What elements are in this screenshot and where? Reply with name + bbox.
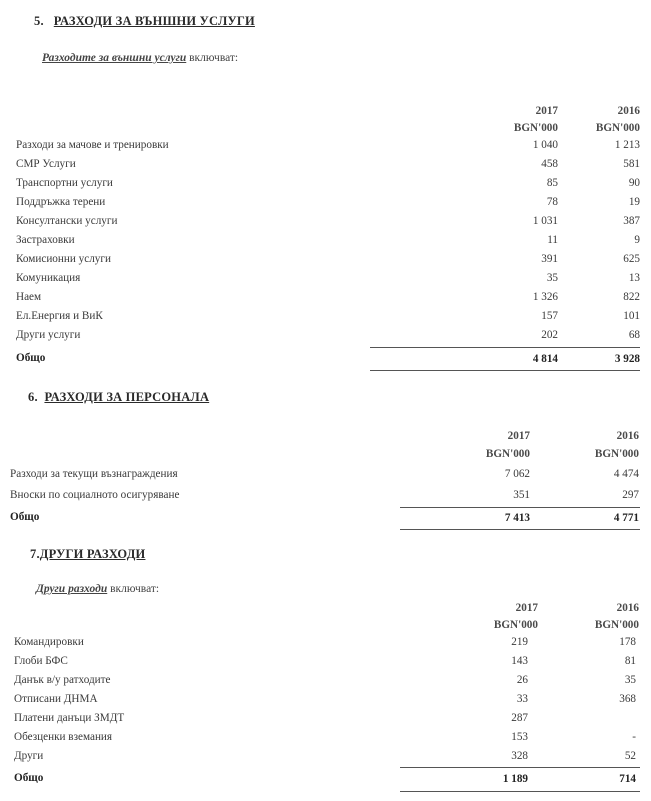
table-cell-2017: 351 <box>513 489 530 501</box>
table-cell-2017: 33 <box>516 693 528 705</box>
table-cell-2016: 90 <box>628 177 640 189</box>
table-cell-2016: 1 213 <box>614 139 640 151</box>
table-cell-2016: 297 <box>622 489 639 501</box>
table-cell-2017: 153 <box>511 731 528 743</box>
table-cell-2016: 625 <box>623 253 640 265</box>
total-2017: 7 413 <box>504 512 530 524</box>
s7-col-2017-unit: BGN'000 <box>493 619 538 631</box>
total-top-rule <box>400 767 640 768</box>
table-row-label: Други <box>14 750 44 762</box>
table-cell-2017: 1 040 <box>532 139 558 151</box>
s7-col-2017-year: 2017 <box>515 602 538 614</box>
table-row-label: Други услуги <box>16 329 81 341</box>
table-cell-2017: 202 <box>541 329 558 341</box>
section-5-heading <box>34 14 255 29</box>
section-title: ДРУГИ РАЗХОДИ <box>39 547 146 561</box>
table-row-label: Обезценки вземания <box>14 731 113 743</box>
intro-emphasis: Разходите за външни услуги <box>42 52 187 64</box>
table-row-label: СМР Услуги <box>16 158 76 170</box>
table-row-label: Транспортни услуги <box>16 177 113 189</box>
table-cell-2016: 81 <box>624 655 636 667</box>
table-cell-2017: 157 <box>541 310 558 322</box>
table-row-label: Комисионни услуги <box>16 253 111 265</box>
table-cell-2016: 178 <box>619 636 636 648</box>
total-label: Общо <box>16 352 46 364</box>
table-cell-2016: - <box>632 731 636 743</box>
table-cell-2016: 581 <box>623 158 640 170</box>
total-bottom-rule <box>400 529 640 530</box>
table-row-label: Платени данъци ЗМДТ <box>14 712 125 724</box>
table-row-label: Командировки <box>14 636 84 648</box>
table-row-label: Ел.Енергия и ВиК <box>16 310 103 322</box>
table-cell-2017: 26 <box>516 674 528 686</box>
table-cell-2017: 35 <box>546 272 558 284</box>
section-number: 5. <box>34 14 44 28</box>
table-cell-2016: 52 <box>624 750 636 762</box>
total-2016: 3 928 <box>614 353 640 365</box>
section-7-heading <box>30 547 145 562</box>
table-cell-2017: 219 <box>511 636 528 648</box>
total-top-rule <box>370 347 640 348</box>
table-cell-2017: 11 <box>547 234 558 246</box>
table-cell-2017: 1 031 <box>532 215 558 227</box>
table-cell-2017: 7 062 <box>504 468 530 480</box>
s6-col-2016-unit: BGN'000 <box>594 448 639 460</box>
s5-col-2016-unit: BGN'000 <box>595 122 640 134</box>
table-cell-2016: 101 <box>623 310 640 322</box>
table-cell-2017: 328 <box>511 750 528 762</box>
s5-col-2017-year: 2017 <box>535 105 558 117</box>
table-cell-2016: 4 474 <box>613 468 639 480</box>
s7-col-2016-year: 2016 <box>616 602 639 614</box>
s6-col-2017-unit: BGN'000 <box>485 448 530 460</box>
total-bottom-rule <box>370 370 640 371</box>
intro-rest: включват: <box>110 583 160 595</box>
section-6-heading <box>28 390 209 405</box>
table-cell-2017: 143 <box>511 655 528 667</box>
table-cell-2016: 822 <box>623 291 640 303</box>
table-cell-2016: 9 <box>634 234 640 246</box>
table-row-label: Разходи за текущи възнаграждения <box>10 468 178 480</box>
table-row-label: Комуникация <box>16 272 81 284</box>
s6-col-2017-year: 2017 <box>507 430 530 442</box>
table-row-label: Глоби БФС <box>14 655 68 667</box>
section-5-intro <box>42 52 238 64</box>
table-cell-2016: 19 <box>628 196 640 208</box>
table-cell-2016: 13 <box>628 272 640 284</box>
table-cell-2017: 85 <box>546 177 558 189</box>
total-2017: 4 814 <box>532 353 558 365</box>
intro-rest: включват: <box>189 52 239 64</box>
s5-col-2017-unit: BGN'000 <box>513 122 558 134</box>
table-row-label: Поддръжка терени <box>16 196 106 208</box>
section-number: 6. <box>28 390 38 404</box>
total-2016: 4 771 <box>613 512 639 524</box>
table-row-label: Отписани ДНМА <box>14 693 98 705</box>
total-label: Общо <box>10 511 40 523</box>
total-2016: 714 <box>619 773 636 785</box>
table-row-label: Застраховки <box>16 234 75 246</box>
table-cell-2017: 287 <box>511 712 528 724</box>
table-row-label: Вноски по социалното осигуряване <box>10 489 180 501</box>
s5-col-2016-year: 2016 <box>617 105 640 117</box>
table-cell-2016: 35 <box>624 674 636 686</box>
table-cell-2016: 368 <box>619 693 636 705</box>
total-bottom-rule <box>400 791 640 792</box>
table-cell-2016: 387 <box>623 215 640 227</box>
table-cell-2017: 78 <box>546 196 558 208</box>
intro-emphasis: Други разходи <box>36 583 108 595</box>
s7-col-2016-unit: BGN'000 <box>594 619 639 631</box>
table-row-label: Данък в/у ратходите <box>14 674 111 686</box>
section-title: РАЗХОДИ ЗА ВЪНШНИ УСЛУГИ <box>53 14 255 28</box>
section-title: РАЗХОДИ ЗА ПЕРСОНАЛА <box>44 390 210 404</box>
table-row-label: Разходи за мачове и тренировки <box>16 139 169 151</box>
total-top-rule <box>400 507 640 508</box>
table-cell-2017: 458 <box>541 158 558 170</box>
section-number: 7. <box>30 547 40 561</box>
section-7-intro <box>36 583 159 595</box>
table-cell-2016: 68 <box>628 329 640 341</box>
s6-col-2016-year: 2016 <box>616 430 639 442</box>
table-row-label: Консултански услуги <box>16 215 118 227</box>
total-2017: 1 189 <box>502 773 528 785</box>
table-cell-2017: 391 <box>541 253 558 265</box>
total-label: Общо <box>14 772 44 784</box>
table-cell-2017: 1 326 <box>532 291 558 303</box>
table-row-label: Наем <box>16 291 42 303</box>
